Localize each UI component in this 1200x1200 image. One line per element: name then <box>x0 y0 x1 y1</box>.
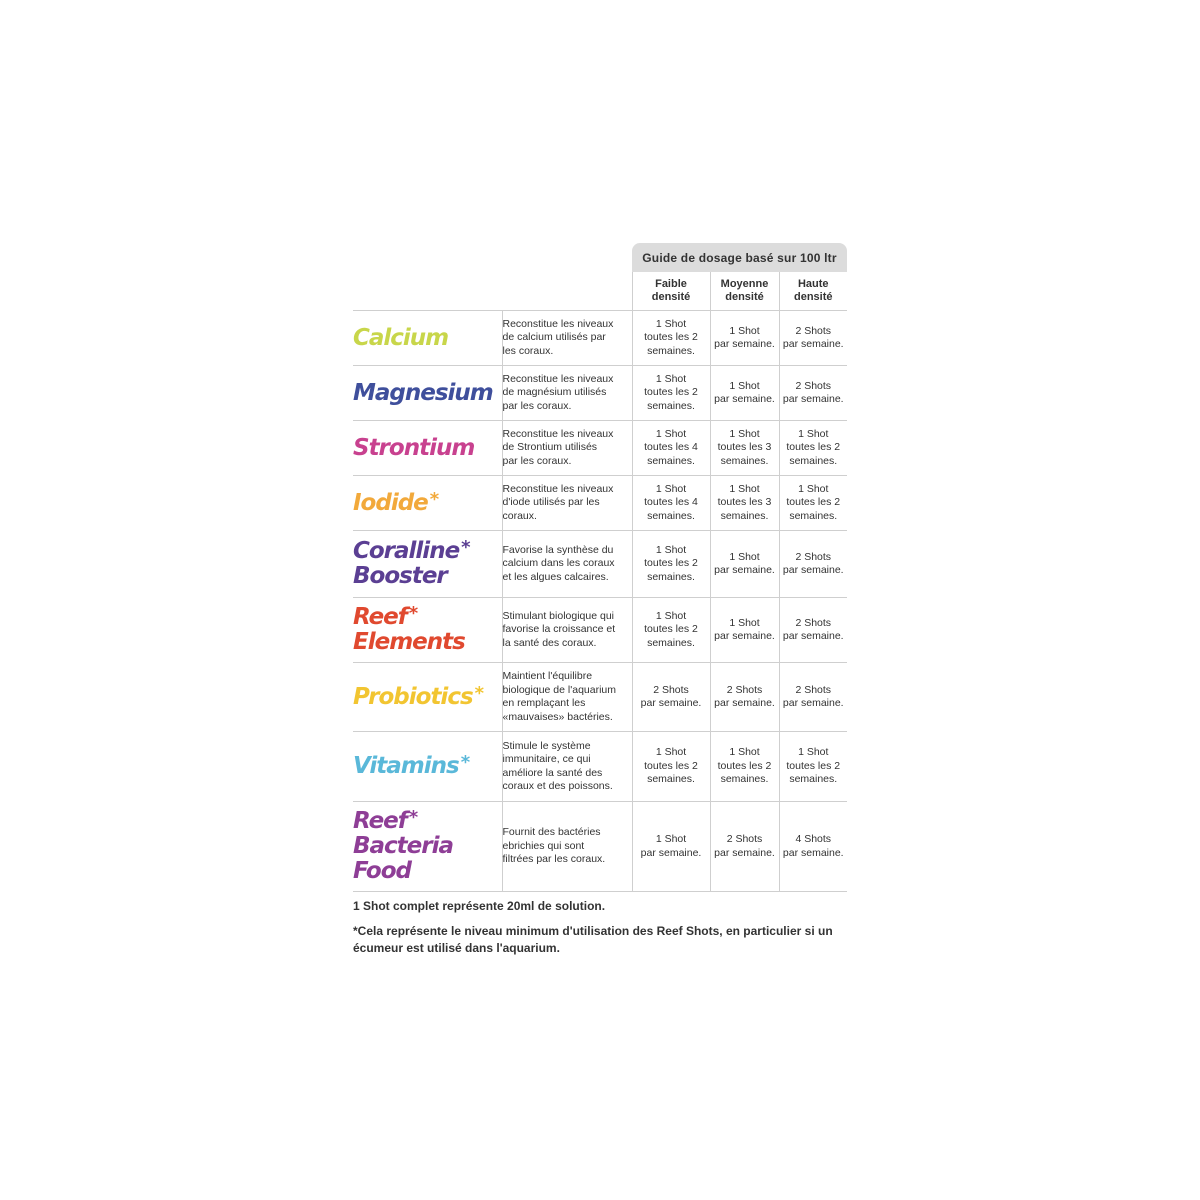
text-line: toutes les 2 <box>786 441 841 454</box>
text-line: toutes les 2 <box>644 557 698 570</box>
text-line: 1 Shot <box>655 427 687 440</box>
product-name <box>353 663 502 732</box>
text-line: Maintient l'équilibre <box>502 670 593 682</box>
product-name-line: Iodide <box>353 489 428 516</box>
text-line: ebrichies qui sont <box>502 839 585 852</box>
text-line: 1 Shot <box>655 609 687 622</box>
text-line: 1 Shot <box>655 317 687 330</box>
text-line: par semaine. <box>782 630 844 642</box>
text-line: de magnésium utilisés <box>502 386 607 399</box>
asterisk-marker: * <box>429 488 440 510</box>
text-line: 1 Shot <box>655 833 687 845</box>
text-line: par semaine. <box>714 697 775 709</box>
product-description <box>502 366 632 421</box>
text-line: 2 Shots <box>795 324 832 337</box>
product-row-reef-elements <box>353 598 847 663</box>
text-line: par semaine. <box>714 846 775 859</box>
text-line: toutes les 4 <box>644 496 698 509</box>
text-line: «mauvaises» bactéries. <box>502 710 613 723</box>
text-line: et les algues calcaires. <box>502 570 609 583</box>
dose-high-density <box>779 598 847 663</box>
text-line: par semaine. <box>640 846 702 859</box>
text-line: par semaine. <box>714 338 775 350</box>
text-line: par semaine. <box>782 393 844 405</box>
product-row-vitamins <box>353 732 847 802</box>
footnotes <box>353 898 847 965</box>
text-line: d'iode utilisés par les <box>502 496 600 509</box>
product-name-line: Probiotics <box>353 683 473 710</box>
product-name <box>353 598 502 663</box>
product-name-line: Bacteria <box>353 833 454 859</box>
dosage-table <box>353 272 847 892</box>
text-line: 1 Shot <box>655 746 687 759</box>
text-line: 2 Shots <box>795 683 832 696</box>
product-name-line: Booster <box>353 563 447 589</box>
product-description <box>502 421 632 476</box>
text-line: toutes les 3 <box>717 441 772 454</box>
text-line: semaines. <box>647 344 695 357</box>
product-name <box>353 732 502 802</box>
product-row-probiotics <box>353 663 847 732</box>
text-line: toutes les 2 <box>786 759 841 772</box>
text-line: semaines. <box>720 509 769 522</box>
text-line: calcium dans les coraux <box>502 557 615 570</box>
product-name <box>353 531 502 598</box>
guide-title: Guide de dosage basé sur 100 ltr <box>632 243 847 272</box>
text-line: Fournit des bactéries <box>502 826 601 839</box>
text-line: par les coraux. <box>502 454 572 467</box>
product-description <box>502 802 632 892</box>
dose-high-density <box>779 476 847 531</box>
dose-high-density <box>779 311 847 366</box>
asterisk-marker: * <box>461 537 471 558</box>
product-name-line: Vitamins <box>353 753 459 779</box>
product-name <box>353 311 502 366</box>
product-name-line: Reef <box>353 604 407 630</box>
asterisk-marker: * <box>460 752 471 773</box>
text-line: 1 Shot <box>729 427 760 440</box>
dose-low-density <box>632 366 710 421</box>
product-row-strontium <box>353 421 847 476</box>
product-row-calcium <box>353 311 847 366</box>
product-row-coralline-booster <box>353 531 847 598</box>
asterisk-marker: * <box>474 682 485 704</box>
text-line: par semaine. <box>782 846 844 859</box>
product-name <box>353 421 502 476</box>
text-line: 1 Shot <box>729 550 760 563</box>
text-line: en remplaçant les <box>502 697 586 709</box>
header-empty-name <box>353 272 502 311</box>
product-name-line: Reef <box>353 808 407 834</box>
text-line: semaines. <box>647 570 695 583</box>
dose-low-density <box>632 421 710 476</box>
text-line: de calcium utilisés par <box>502 331 606 344</box>
asterisk-marker: * <box>408 603 419 624</box>
text-line: Reconstitue les niveaux <box>502 317 614 330</box>
text-line: 2 Shots <box>795 616 832 629</box>
product-name <box>353 476 502 531</box>
text-line: 4 Shots <box>795 833 832 845</box>
text-line: 1 Shot <box>729 379 760 392</box>
product-description <box>502 732 632 802</box>
text-line: semaines. <box>789 454 838 467</box>
text-line: toutes les 2 <box>644 759 698 772</box>
dose-high-density <box>779 366 847 421</box>
dose-high-density <box>779 531 847 598</box>
text-line: par semaine. <box>714 630 775 642</box>
text-line: par semaine. <box>714 393 775 405</box>
text-line: coraux et des poissons. <box>502 780 613 792</box>
dose-medium-density <box>710 476 779 531</box>
dose-high-density <box>779 802 847 892</box>
text-line: toutes les 2 <box>717 759 772 772</box>
text-line: toutes les 3 <box>717 496 772 509</box>
header-empty-desc <box>502 272 632 311</box>
dose-low-density <box>632 663 710 732</box>
dose-low-density <box>632 802 710 892</box>
text-line: 1 Shot <box>798 427 829 440</box>
text-line: semaines. <box>647 636 695 649</box>
text-line: 1 Shot <box>798 482 829 495</box>
product-name-line: Elements <box>353 629 465 655</box>
text-line: Favorise la synthèse du <box>502 543 614 556</box>
text-line: les coraux. <box>502 344 554 357</box>
dose-high-density <box>779 421 847 476</box>
text-line: immunitaire, ce qui <box>502 753 591 765</box>
header-high-density: Haute densité <box>779 272 847 311</box>
dose-low-density <box>632 598 710 663</box>
product-name-line: Strontium <box>353 434 475 461</box>
shot-volume-note: 1 Shot complet représente 20ml de solution. <box>353 899 606 913</box>
text-line: améliore la santé des <box>502 766 603 779</box>
text-line: 1 Shot <box>655 482 687 495</box>
product-description <box>502 311 632 366</box>
text-line: 1 Shot <box>729 482 760 495</box>
text-line: toutes les 2 <box>786 496 841 509</box>
dose-medium-density <box>710 531 779 598</box>
header-low-density: Faible densité <box>632 272 710 311</box>
text-line: Reconstitue les niveaux <box>502 372 614 385</box>
product-name-line: Calcium <box>353 324 449 351</box>
text-line: semaines. <box>789 509 838 522</box>
dose-medium-density <box>710 311 779 366</box>
product-description <box>502 476 632 531</box>
product-description <box>502 531 632 598</box>
text-line: semaines. <box>647 399 695 412</box>
text-line: 1 Shot <box>729 746 760 759</box>
text-line: de Strontium utilisés <box>502 441 598 454</box>
dose-low-density <box>632 311 710 366</box>
text-line: Stimulant biologique qui <box>502 609 614 622</box>
text-line: par semaine. <box>782 564 844 576</box>
header-medium-density: Moyenne densité <box>710 272 779 311</box>
text-line: par semaine. <box>782 697 844 709</box>
text-line: 2 Shots <box>653 683 689 696</box>
dose-medium-density <box>710 802 779 892</box>
text-line: favorise la croissance et <box>502 623 616 636</box>
text-line: Reconstitue les niveaux <box>502 482 614 495</box>
text-line: 1 Shot <box>655 372 687 385</box>
text-line: 1 Shot <box>729 324 760 337</box>
text-line: par semaine. <box>640 697 702 709</box>
product-name <box>353 366 502 421</box>
text-line: par semaine. <box>782 338 844 350</box>
text-line: semaines. <box>720 773 769 786</box>
text-line: Stimule le système <box>502 739 591 752</box>
text-line: 2 Shots <box>726 683 763 696</box>
dose-high-density <box>779 663 847 732</box>
text-line: semaines. <box>647 454 695 467</box>
column-header-row <box>353 272 847 311</box>
text-line: 2 Shots <box>795 550 832 563</box>
product-row-reef-bacteria-food <box>353 802 847 892</box>
dose-low-density <box>632 531 710 598</box>
text-line: toutes les 2 <box>644 386 698 399</box>
product-row-iodide <box>353 476 847 531</box>
product-rows <box>353 311 847 892</box>
product-name-line: Food <box>353 858 411 884</box>
product-name-line: Coralline <box>353 538 460 564</box>
product-name <box>353 802 502 892</box>
text-line: 1 Shot <box>798 746 829 759</box>
dose-high-density <box>779 732 847 802</box>
text-line: par les coraux. <box>502 399 572 412</box>
text-line: 1 Shot <box>729 616 760 629</box>
dose-medium-density <box>710 663 779 732</box>
dose-medium-density <box>710 421 779 476</box>
product-description <box>502 598 632 663</box>
text-line: filtrées par les coraux. <box>502 853 606 866</box>
dose-low-density <box>632 732 710 802</box>
product-row-magnesium <box>353 366 847 421</box>
text-line: toutes les 4 <box>644 441 698 454</box>
dose-low-density <box>632 476 710 531</box>
text-line: biologique de l'aquarium <box>502 683 617 696</box>
text-line: semaines. <box>720 454 769 467</box>
dose-medium-density <box>710 598 779 663</box>
text-line: coraux. <box>502 509 537 522</box>
text-line: Reconstitue les niveaux <box>502 427 614 440</box>
text-line: 1 Shot <box>655 543 687 556</box>
minimum-usage-note: *Cela représente le niveau minimum d'utilisation des Reef Shots, en particulier si un écumeur est utilisé dans l'aquarium. <box>353 924 833 955</box>
text-line: semaines. <box>647 773 695 786</box>
product-description <box>502 663 632 732</box>
text-line: 2 Shots <box>726 833 763 845</box>
text-line: toutes les 2 <box>644 623 698 636</box>
text-line: la santé des coraux. <box>502 636 597 649</box>
text-line: toutes les 2 <box>644 331 698 344</box>
text-line: 2 Shots <box>795 379 832 392</box>
text-line: par semaine. <box>714 564 775 576</box>
dose-medium-density <box>710 366 779 421</box>
text-line: semaines. <box>789 773 838 786</box>
text-line: semaines. <box>647 509 695 522</box>
dose-medium-density <box>710 732 779 802</box>
product-name-line: Magnesium <box>353 379 493 406</box>
asterisk-marker: * <box>408 807 419 828</box>
